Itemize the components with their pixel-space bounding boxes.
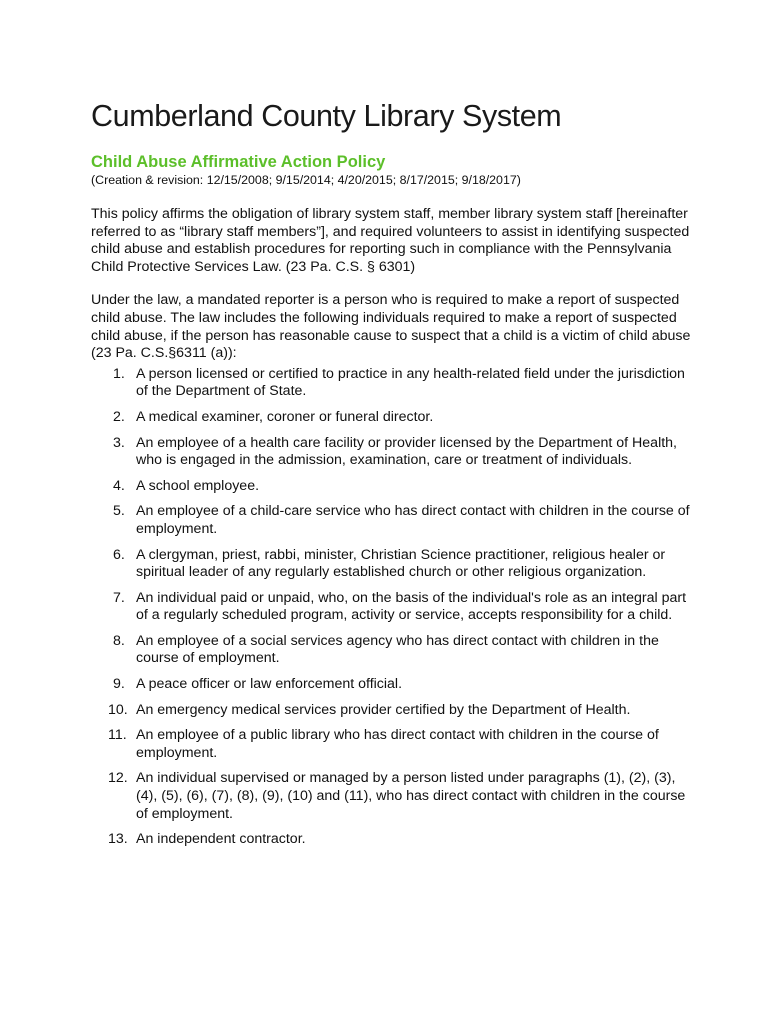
list-item-text: An individual supervised or managed by a person listed under paragraphs (1), (2), (3), (4), (5), (6), (7), (8), (9), (10) and (11), who has direct contact with children in the course of employment. [136, 770, 686, 822]
list-item-number: 3. [113, 434, 125, 451]
list-item [91, 366, 691, 401]
list-item-number: 8. [113, 632, 125, 649]
list-item-text: An employee of a social services agency who has direct contact with children in the course of employment. [136, 632, 659, 667]
list-item-number: 2. [113, 408, 125, 425]
list-item-number: 5. [113, 503, 125, 520]
list-item [91, 590, 691, 625]
list-item [91, 727, 691, 762]
mandated-reporter-list [91, 366, 691, 849]
list-item [91, 702, 691, 720]
list-item-number: 10. [108, 701, 128, 718]
list-item-number: 13. [108, 831, 128, 848]
page-title: Cumberland County Library System [91, 99, 562, 133]
list-item [91, 409, 691, 427]
list-item [91, 435, 691, 470]
list-item-text: An employee of a health care facility or provider licensed by the Department of Health, who is engaged in the admission, examination, care or treatment of individuals. [136, 434, 677, 469]
list-item-text: An emergency medical services provider certified by the Department of Health. [136, 701, 631, 718]
list-item-number: 9. [113, 676, 125, 693]
list-item-text: A peace officer or law enforcement official. [136, 676, 403, 693]
list-item [91, 503, 691, 538]
list-item [91, 676, 691, 694]
list-item [91, 478, 691, 496]
revision-history: (Creation & revision: 12/15/2008; 9/15/2014; 4/20/2015; 8/17/2015; 9/18/2017) [91, 173, 521, 187]
list-item-text: A medical examiner, coroner or funeral director. [136, 408, 434, 425]
list-item [91, 770, 691, 823]
list-item-text: An independent contractor. [136, 831, 306, 848]
list-item-text: An individual paid or unpaid, who, on the basis of the individual's role as an integral part of a regularly scheduled program, activity or service, accepts responsibility for a child. [136, 589, 687, 624]
list-item [91, 547, 691, 582]
list-item-number: 6. [113, 546, 125, 563]
list-item [91, 831, 691, 849]
list-item-text: An employee of a public library who has direct contact with children in the course of employment. [136, 727, 659, 761]
document-page [91, 96, 691, 857]
list-item [91, 633, 691, 668]
policy-title: Child Abuse Affirmative Action Policy [91, 153, 386, 171]
list-item-number: 7. [113, 589, 125, 606]
intro-paragraph: This policy affirms the obligation of library system staff, member library system staff [hereinafter referred to as “library staff members”], and required volunteers to assist in identifying suspected child abuse and establish procedures for reporting such in compliance with the Pennsylvania Child Protective Services Law. (23 Pa. C.S. § 6301) [91, 206, 690, 275]
list-item-number: 1. [113, 365, 125, 382]
list-item-number: 12. [108, 770, 128, 787]
list-item-number: 11. [108, 727, 127, 744]
list-item-text: A person licensed or certified to practice in any health-related field under the jurisdiction of the Department of State. [136, 365, 685, 400]
list-item-text: A school employee. [136, 477, 260, 494]
list-item-text: An employee of a child-care service who has direct contact with children in the course of employment. [136, 503, 690, 537]
list-item-text: A clergyman, priest, rabbi, minister, Christian Science practitioner, religious healer or spiritual leader of any regularly established church or other religious organization. [136, 546, 666, 581]
list-item-number: 4. [113, 477, 125, 494]
law-intro-paragraph: Under the law, a mandated reporter is a person who is required to make a report of suspected child abuse. The law includes the following individuals required to make a report of suspected child abuse, if the person has reasonable cause to suspect that a child is a victim of child abuse (23 Pa. C.S.§6311 (a)): [91, 292, 691, 362]
